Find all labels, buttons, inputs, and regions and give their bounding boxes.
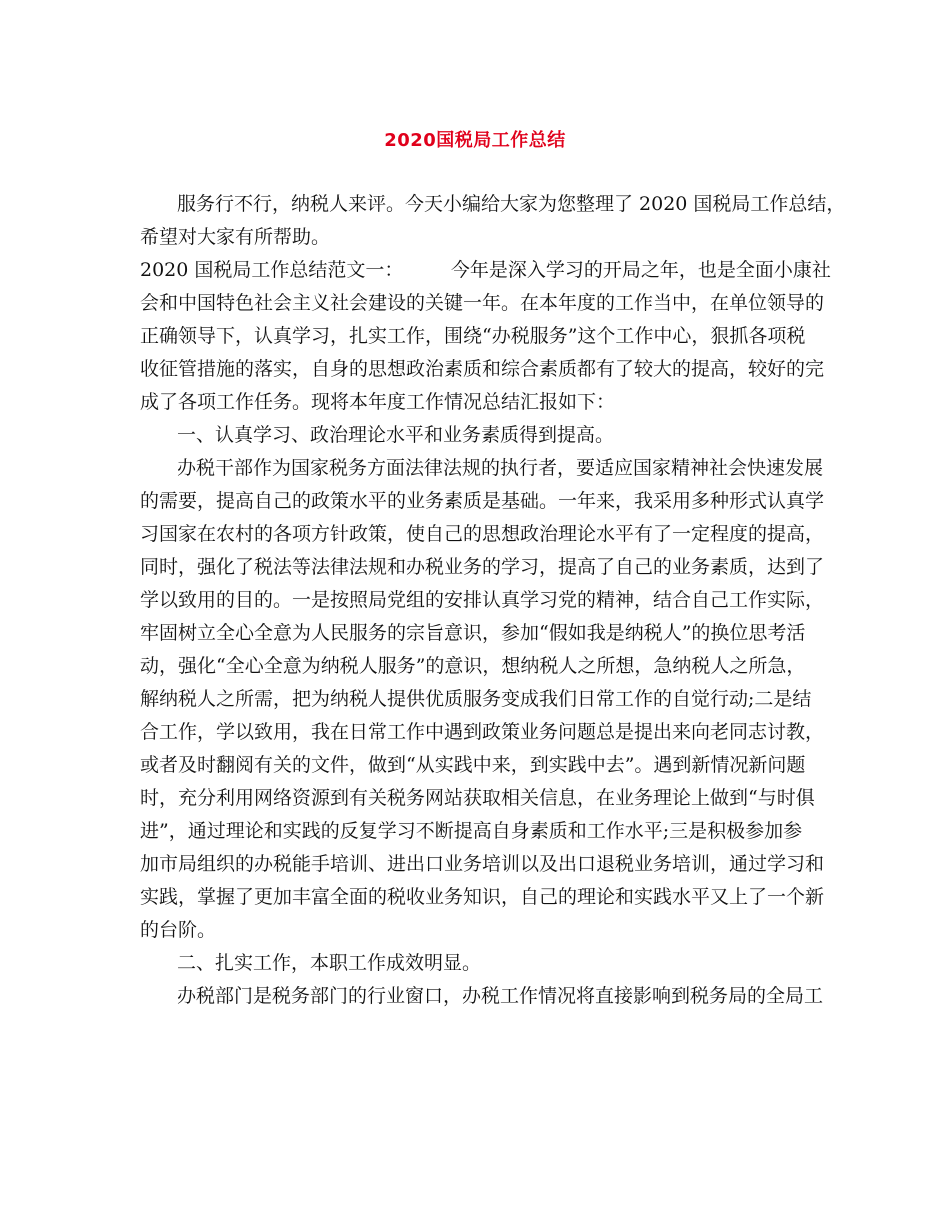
paragraph-line: 时，充分利用网络资源到有关税务网站获取相关信息，在业务理论上做到“与时俱 [140, 787, 815, 809]
paragraph-line: 动，强化“全心全意为纳税人服务”的意识，想纳税人之所想，急纳税人之所急， [140, 655, 806, 677]
paragraph-line: 正确领导下，认真学习，扎实工作，围绕“办税服务”这个工作中心，狠抓各项税 [140, 325, 806, 347]
paragraph-line: 学以致用的目的。一是按照局党组的安排认真学习党的精神，结合自己工作实际， [140, 589, 825, 611]
paragraph-line: 成了各项工作任务。现将本年度工作情况总结汇报如下： [140, 391, 616, 413]
paragraph-line: 会和中国特色社会主义社会建设的关键一年。在本年度的工作当中，在单位领导的 [140, 292, 825, 314]
paragraph-line: 或者及时翻阅有关的文件，做到“从实践中来，到实践中去”。遇到新情况新问题 [140, 754, 806, 776]
document-body [140, 188, 846, 1013]
paragraph-line: 的台阶。 [140, 919, 217, 941]
paragraph-line: 牢固树立全心全意为人民服务的宗旨意识，参加“假如我是纳税人”的换位思考活 [140, 622, 806, 644]
section-heading: 二、扎实工作，本职工作成效明显。 [177, 952, 482, 974]
paragraph-line: 实践，掌握了更加丰富全面的税收业务知识，自己的理论和实践水平又上了一个新 [140, 886, 825, 908]
paragraph-line: 合工作，学以致用，我在日常工作中遇到政策业务问题总是提出来向老同志讨教， [140, 721, 825, 743]
paragraph-line: 办税干部作为国家税务方面法律法规的执行者，要适应国家精神社会快速发展 [177, 457, 824, 479]
paragraph-line: 解纳税人之所需，把为纳税人提供优质服务变成我们日常工作的自觉行动;二是结 [140, 688, 812, 710]
paragraph-line: 办税部门是税务部门的行业窗口，办税工作情况将直接影响到税务局的全局工 [177, 985, 824, 1007]
paragraph-line: 2020 国税局工作总结范文一： 今年是深入学习的开局之年，也是全面小康社 [140, 259, 831, 281]
paragraph-line: 希望对大家有所帮助。 [140, 226, 331, 248]
paragraph-line: 收征管措施的落实，自身的思想政治素质和综合素质都有了较大的提高，较好的完 [140, 358, 825, 380]
section-heading: 一、认真学习、政治理论水平和业务素质得到提高。 [177, 424, 615, 446]
paragraph-line: 习国家在农村的各项方针政策，使自己的思想政治理论水平有了一定程度的提高， [140, 523, 825, 545]
paragraph-line: 进”，通过理论和实践的反复学习不断提高自身素质和工作水平;三是积极参加参 [140, 820, 803, 842]
paragraph-line: 服务行不行，纳税人来评。今天小编给大家为您整理了 2020 国税局工作总结， [177, 193, 846, 215]
document-title: 2020国税局工作总结 [384, 130, 566, 151]
paragraph-line: 的需要，提高自己的政策水平的业务素质是基础。一年来，我采用多种形式认真学 [140, 490, 825, 512]
paragraph-line: 加市局组织的办税能手培训、进出口业务培训以及出口退税业务培训，通过学习和 [140, 853, 825, 875]
paragraph-line: 同时，强化了税法等法律法规和办税业务的学习，提高了自己的业务素质，达到了 [140, 556, 825, 578]
